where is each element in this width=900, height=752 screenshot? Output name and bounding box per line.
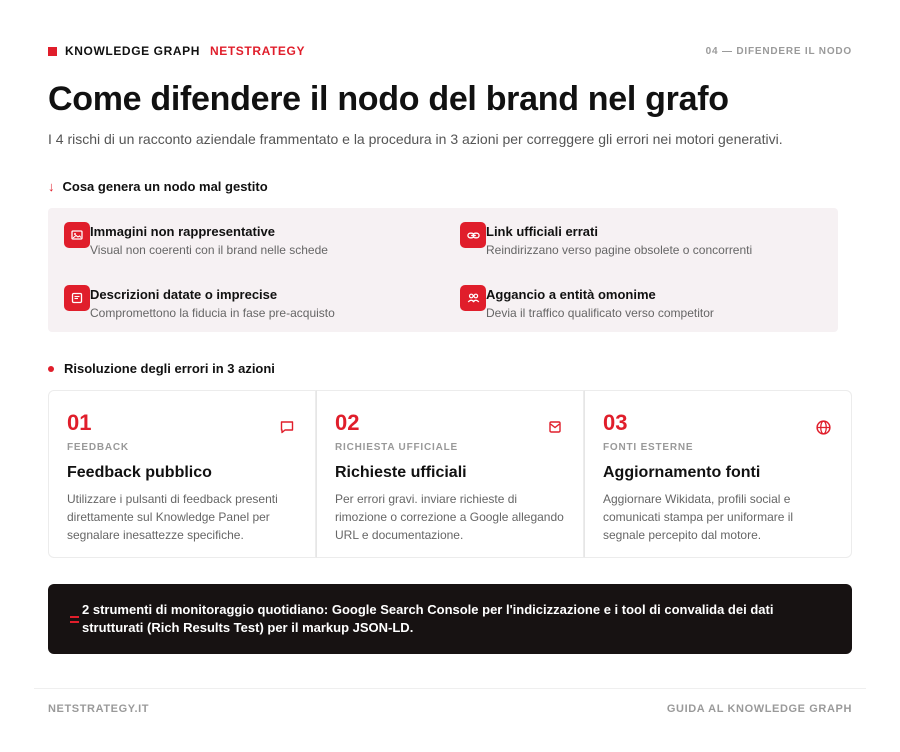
page-subtitle: I 4 rischi di un racconto aziendale frammentato e la procedura in 3 azioni per correggere gli errori nei motori generativi. xyxy=(48,131,783,147)
brand-mark xyxy=(48,47,57,56)
brand-secondary: NETSTRATEGY xyxy=(210,44,306,58)
monitoring-banner xyxy=(48,584,852,654)
list-icon xyxy=(70,616,80,623)
card-title: Richieste ufficiali xyxy=(335,464,467,481)
banner-text: 2 strumenti di monitoraggio quotidiano: Google Search Console per l'indicizzazione e i tool di convalida dei dati strutturati (Rich Results Test) per il markup JSON-LD. xyxy=(82,602,774,635)
card-number: 02 xyxy=(335,410,360,435)
risk-title: Aggancio a entità omonime xyxy=(486,287,656,302)
card-label: FEEDBACK xyxy=(67,442,129,453)
action-card xyxy=(316,390,584,558)
bullet-dot-icon xyxy=(48,366,54,372)
brand-primary: KNOWLEDGE GRAPH xyxy=(65,44,200,58)
footer-guide: GUIDA AL KNOWLEDGE GRAPH xyxy=(666,703,852,715)
risk-title: Immagini non rappresentative xyxy=(90,224,275,239)
card-number: 01 xyxy=(67,410,92,435)
card-desc: Per errori gravi. inviare richieste di rimozione o correzione a Google allegando URL e documentazione. xyxy=(335,492,564,542)
card-label: RICHIESTA UFFICIALE xyxy=(335,442,458,453)
mail-icon xyxy=(543,415,567,439)
section-tag: 04 — DIFENDERE IL NODO xyxy=(705,45,852,57)
actions-heading-label: Risoluzione degli errori in 3 azioni xyxy=(64,361,275,376)
arrow-down-icon: ↓ xyxy=(48,179,55,194)
risk-desc: Visual non coerenti con il brand nelle schede xyxy=(90,243,328,257)
card-number: 03 xyxy=(603,410,628,435)
card-label: FONTI ESTERNE xyxy=(603,442,694,453)
image-icon xyxy=(64,222,90,248)
footer-site: NETSTRATEGY.IT xyxy=(48,703,150,715)
risk-title: Link ufficiali errati xyxy=(486,224,598,239)
action-card xyxy=(48,390,316,558)
link-icon xyxy=(460,222,486,248)
card-title: Feedback pubblico xyxy=(67,464,212,481)
card-desc: Aggiornare Wikidata, profili social e comunicati stampa per uniformare il segnale percepito dal motore. xyxy=(603,492,794,542)
risk-item xyxy=(64,285,335,320)
action-card xyxy=(584,390,852,558)
card-desc: Utilizzare i pulsanti di feedback presenti direttamente sul Knowledge Panel per segnalare inesattezze specifiche. xyxy=(67,492,278,542)
risk-title: Descrizioni datate o imprecise xyxy=(90,287,278,302)
document-icon xyxy=(64,285,90,311)
risk-desc: Devia il traffico qualificato verso competitor xyxy=(486,306,714,320)
risk-desc: Compromettono la fiducia in fase pre-acquisto xyxy=(90,306,335,320)
risk-desc: Reindirizzano verso pagine obsolete o concorrenti xyxy=(486,243,753,257)
risk-item xyxy=(64,222,328,257)
risks-heading-label: Cosa genera un nodo mal gestito xyxy=(62,179,268,194)
page-title: Come difendere il nodo del brand nel grafo xyxy=(48,80,729,118)
risks-heading xyxy=(48,179,268,194)
risks-panel xyxy=(48,208,838,332)
risk-item xyxy=(460,222,752,257)
actions-heading xyxy=(48,361,275,376)
card-title: Aggiornamento fonti xyxy=(603,464,761,481)
chat-icon xyxy=(275,415,299,439)
action-cards xyxy=(48,390,852,558)
users-icon xyxy=(460,285,486,311)
footer-divider xyxy=(34,688,866,689)
risk-item xyxy=(460,285,714,320)
page-header xyxy=(48,44,852,58)
globe-icon xyxy=(811,415,835,439)
